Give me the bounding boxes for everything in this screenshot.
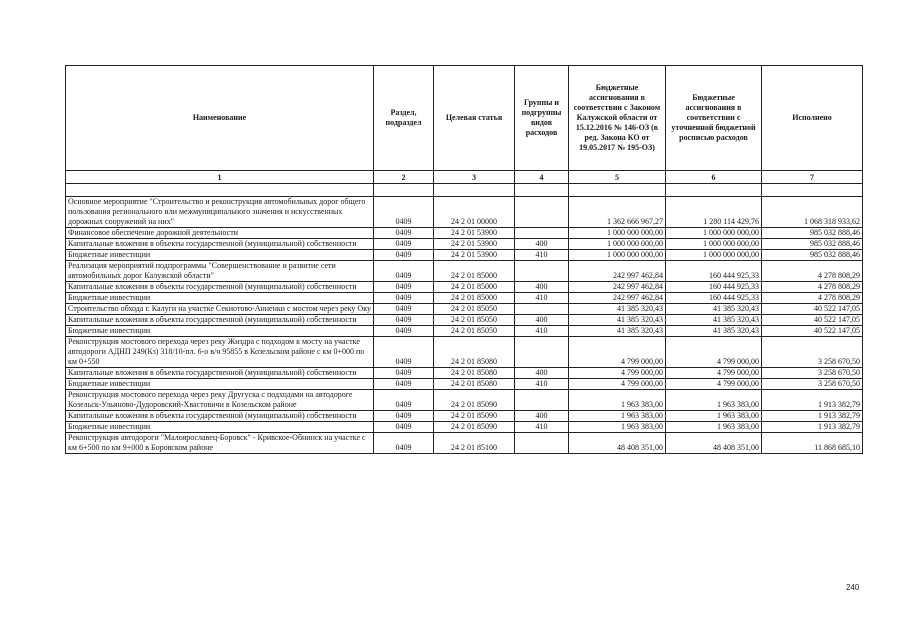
row-refined-allocation: 1 000 000 000,00 [666,239,762,250]
row-law-allocation: 1 963 383,00 [569,422,666,433]
row-executed: 40 522 147,05 [762,304,863,315]
row-name: Бюджетные инвестиции [66,326,374,337]
row-law-allocation: 41 385 320,43 [569,326,666,337]
row-refined-allocation: 1 963 383,00 [666,422,762,433]
row-target-article: 24 2 01 85000 [434,261,515,282]
table-row [66,422,863,433]
row-section-code: 0409 [374,368,434,379]
row-expense-group: 400 [515,239,569,250]
row-name: Основное мероприятие "Строительство и реконструкция автомобильных дорог общего пользования регионального или межмуниципального значения и искусственных дорожных сооружений на них" [66,197,374,228]
row-law-allocation: 41 385 320,43 [569,315,666,326]
row-expense-group: 400 [515,411,569,422]
row-expense-group: 400 [515,368,569,379]
row-target-article: 24 2 01 85100 [434,433,515,454]
row-refined-allocation: 41 385 320,43 [666,315,762,326]
row-executed: 3 258 670,50 [762,337,863,368]
row-refined-allocation: 160 444 925,33 [666,282,762,293]
row-expense-group [515,304,569,315]
row-refined-allocation: 1 000 000 000,00 [666,250,762,261]
row-section-code: 0409 [374,250,434,261]
row-name: Капитальные вложения в объекты государственной (муниципальной) собственности [66,368,374,379]
row-section-code: 0409 [374,337,434,368]
row-executed: 40 522 147,05 [762,315,863,326]
spacer-cell [515,184,569,197]
table-row [66,379,863,390]
column-number: 3 [434,171,515,184]
row-executed: 4 278 808,29 [762,282,863,293]
row-law-allocation: 1 000 000 000,00 [569,239,666,250]
row-target-article: 24 2 01 85090 [434,411,515,422]
row-section-code: 0409 [374,304,434,315]
table-row [66,282,863,293]
table-row [66,228,863,239]
row-target-article: 24 2 01 85090 [434,390,515,411]
column-number: 1 [66,171,374,184]
row-expense-group: 410 [515,326,569,337]
row-expense-group [515,337,569,368]
row-refined-allocation: 41 385 320,43 [666,304,762,315]
row-executed: 985 032 888,46 [762,228,863,239]
row-expense-group: 410 [515,379,569,390]
row-refined-allocation: 1 280 114 429,76 [666,197,762,228]
row-expense-group [515,390,569,411]
row-refined-allocation: 160 444 925,33 [666,293,762,304]
row-executed: 11 868 685,10 [762,433,863,454]
row-law-allocation: 4 799 000,00 [569,337,666,368]
row-target-article: 24 2 01 00000 [434,197,515,228]
row-section-code: 0409 [374,239,434,250]
table-row [66,368,863,379]
row-name: Бюджетные инвестиции [66,422,374,433]
row-law-allocation: 242 997 462,84 [569,282,666,293]
row-name: Капитальные вложения в объекты государственной (муниципальной) собственности [66,411,374,422]
row-refined-allocation: 41 385 320,43 [666,326,762,337]
header-name: Наименование [66,66,374,171]
spacer-cell [66,184,374,197]
page-number: 240 [846,583,860,592]
column-number: 6 [666,171,762,184]
header-expense-group: Группы и подгруппы видов расходов [515,66,569,171]
row-refined-allocation: 1 963 383,00 [666,390,762,411]
row-refined-allocation: 48 408 351,00 [666,433,762,454]
row-name: Реализация мероприятий подпрограммы "Совершенствование и развитие сети автомобильных дорог Калужской области" [66,261,374,282]
row-name: Бюджетные инвестиции [66,293,374,304]
spacer-row [66,184,863,197]
table-row [66,197,863,228]
row-section-code: 0409 [374,315,434,326]
row-section-code: 0409 [374,293,434,304]
row-law-allocation: 41 385 320,43 [569,304,666,315]
table-row [66,239,863,250]
row-refined-allocation: 4 799 000,00 [666,337,762,368]
row-law-allocation: 4 799 000,00 [569,379,666,390]
table-row [66,433,863,454]
row-section-code: 0409 [374,422,434,433]
row-target-article: 24 2 01 53900 [434,228,515,239]
row-executed: 1 913 382,79 [762,411,863,422]
row-expense-group: 410 [515,422,569,433]
row-executed: 4 278 808,29 [762,293,863,304]
row-target-article: 24 2 01 85080 [434,368,515,379]
row-executed: 4 278 808,29 [762,261,863,282]
row-law-allocation: 1 362 666 967,27 [569,197,666,228]
spacer-cell [762,184,863,197]
row-name: Реконструкция мостового перехода через реку Другуска с подходами на автодороге Козельск-Ульяново-Дудоровский-Хвастовичи в Козельском районе [66,390,374,411]
row-section-code: 0409 [374,282,434,293]
row-section-code: 0409 [374,197,434,228]
row-section-code: 0409 [374,411,434,422]
row-expense-group: 410 [515,293,569,304]
row-law-allocation: 1 000 000 000,00 [569,250,666,261]
table-row [66,261,863,282]
row-section-code: 0409 [374,228,434,239]
row-name: Бюджетные инвестиции [66,379,374,390]
row-executed: 3 258 670,50 [762,379,863,390]
row-target-article: 24 2 01 85000 [434,282,515,293]
row-expense-group: 400 [515,315,569,326]
row-expense-group: 400 [515,282,569,293]
row-executed: 985 032 888,46 [762,250,863,261]
row-section-code: 0409 [374,433,434,454]
table-row [66,293,863,304]
row-executed: 3 258 670,50 [762,368,863,379]
row-target-article: 24 2 01 85080 [434,337,515,368]
table-body [66,197,863,454]
row-expense-group [515,197,569,228]
row-executed: 1 913 382,79 [762,422,863,433]
row-name: Финансовое обеспечение дорожной деятельности [66,228,374,239]
row-expense-group [515,228,569,239]
row-target-article: 24 2 01 53900 [434,239,515,250]
column-number: 5 [569,171,666,184]
row-law-allocation: 48 408 351,00 [569,433,666,454]
table-row [66,304,863,315]
row-executed: 985 032 888,46 [762,239,863,250]
row-name: Реконструкция мостового перехода через реку Жиздра с подходом к мосту на участке автодороги АДНП 249(Кз) 318/10-пл. 6-о в/ч 95855 в Козельском районе с км 0+000 по км 0+550 [66,337,374,368]
row-law-allocation: 242 997 462,84 [569,293,666,304]
row-name: Строительство обхода г. Калуги на участке Секиотово-Анненки с мостом через реку Оку [66,304,374,315]
header-refined-allocations: Бюджетные ассигнования в соответствии с уточненной бюджетной росписью расходов [666,66,762,171]
row-name: Капитальные вложения в объекты государственной (муниципальной) собственности [66,315,374,326]
spacer-cell [374,184,434,197]
row-law-allocation: 1 963 383,00 [569,411,666,422]
row-expense-group [515,433,569,454]
header-executed: Исполнено [762,66,863,171]
table-row [66,250,863,261]
table-row [66,337,863,368]
row-target-article: 24 2 01 85050 [434,304,515,315]
spacer-cell [434,184,515,197]
spacer-cell [666,184,762,197]
row-target-article: 24 2 01 85090 [434,422,515,433]
header-law-allocations: Бюджетные ассигнования в соответствии с Законом Калужской области от 15.12.2016 № 146-ОЗ (в ред. Закона КО от 19.05.2017 № 195-ОЗ) [569,66,666,171]
row-law-allocation: 242 997 462,84 [569,261,666,282]
row-refined-allocation: 1 963 383,00 [666,411,762,422]
row-law-allocation: 1 963 383,00 [569,390,666,411]
table-row [66,326,863,337]
column-number: 7 [762,171,863,184]
document-page [65,65,862,454]
row-executed: 40 522 147,05 [762,326,863,337]
header-row [66,66,863,171]
row-expense-group: 410 [515,250,569,261]
table-row [66,390,863,411]
row-refined-allocation: 160 444 925,33 [666,261,762,282]
row-target-article: 24 2 01 85050 [434,315,515,326]
row-name: Реконструкция автодороги "Малоярославец-Боровск" - Кривское-Обнинск на участке с км 6+500 по км 9+000 в Боровском районе [66,433,374,454]
row-refined-allocation: 4 799 000,00 [666,368,762,379]
row-executed: 1 068 318 933,62 [762,197,863,228]
spacer-cell [569,184,666,197]
row-target-article: 24 2 01 85000 [434,293,515,304]
row-law-allocation: 4 799 000,00 [569,368,666,379]
row-name: Капитальные вложения в объекты государственной (муниципальной) собственности [66,282,374,293]
row-target-article: 24 2 01 53900 [434,250,515,261]
row-section-code: 0409 [374,326,434,337]
row-section-code: 0409 [374,390,434,411]
table-row [66,411,863,422]
row-section-code: 0409 [374,379,434,390]
column-number-row [66,171,863,184]
row-executed: 1 913 382,79 [762,390,863,411]
row-section-code: 0409 [374,261,434,282]
header-section: Раздел, подраздел [374,66,434,171]
row-expense-group [515,261,569,282]
column-number: 4 [515,171,569,184]
row-target-article: 24 2 01 85080 [434,379,515,390]
column-number: 2 [374,171,434,184]
row-name: Бюджетные инвестиции [66,250,374,261]
row-law-allocation: 1 000 000 000,00 [569,228,666,239]
table-row [66,315,863,326]
row-name: Капитальные вложения в объекты государственной (муниципальной) собственности [66,239,374,250]
row-target-article: 24 2 01 85050 [434,326,515,337]
budget-table [65,65,863,454]
row-refined-allocation: 4 799 000,00 [666,379,762,390]
row-refined-allocation: 1 000 000 000,00 [666,228,762,239]
header-target-article: Целевая статья [434,66,515,171]
